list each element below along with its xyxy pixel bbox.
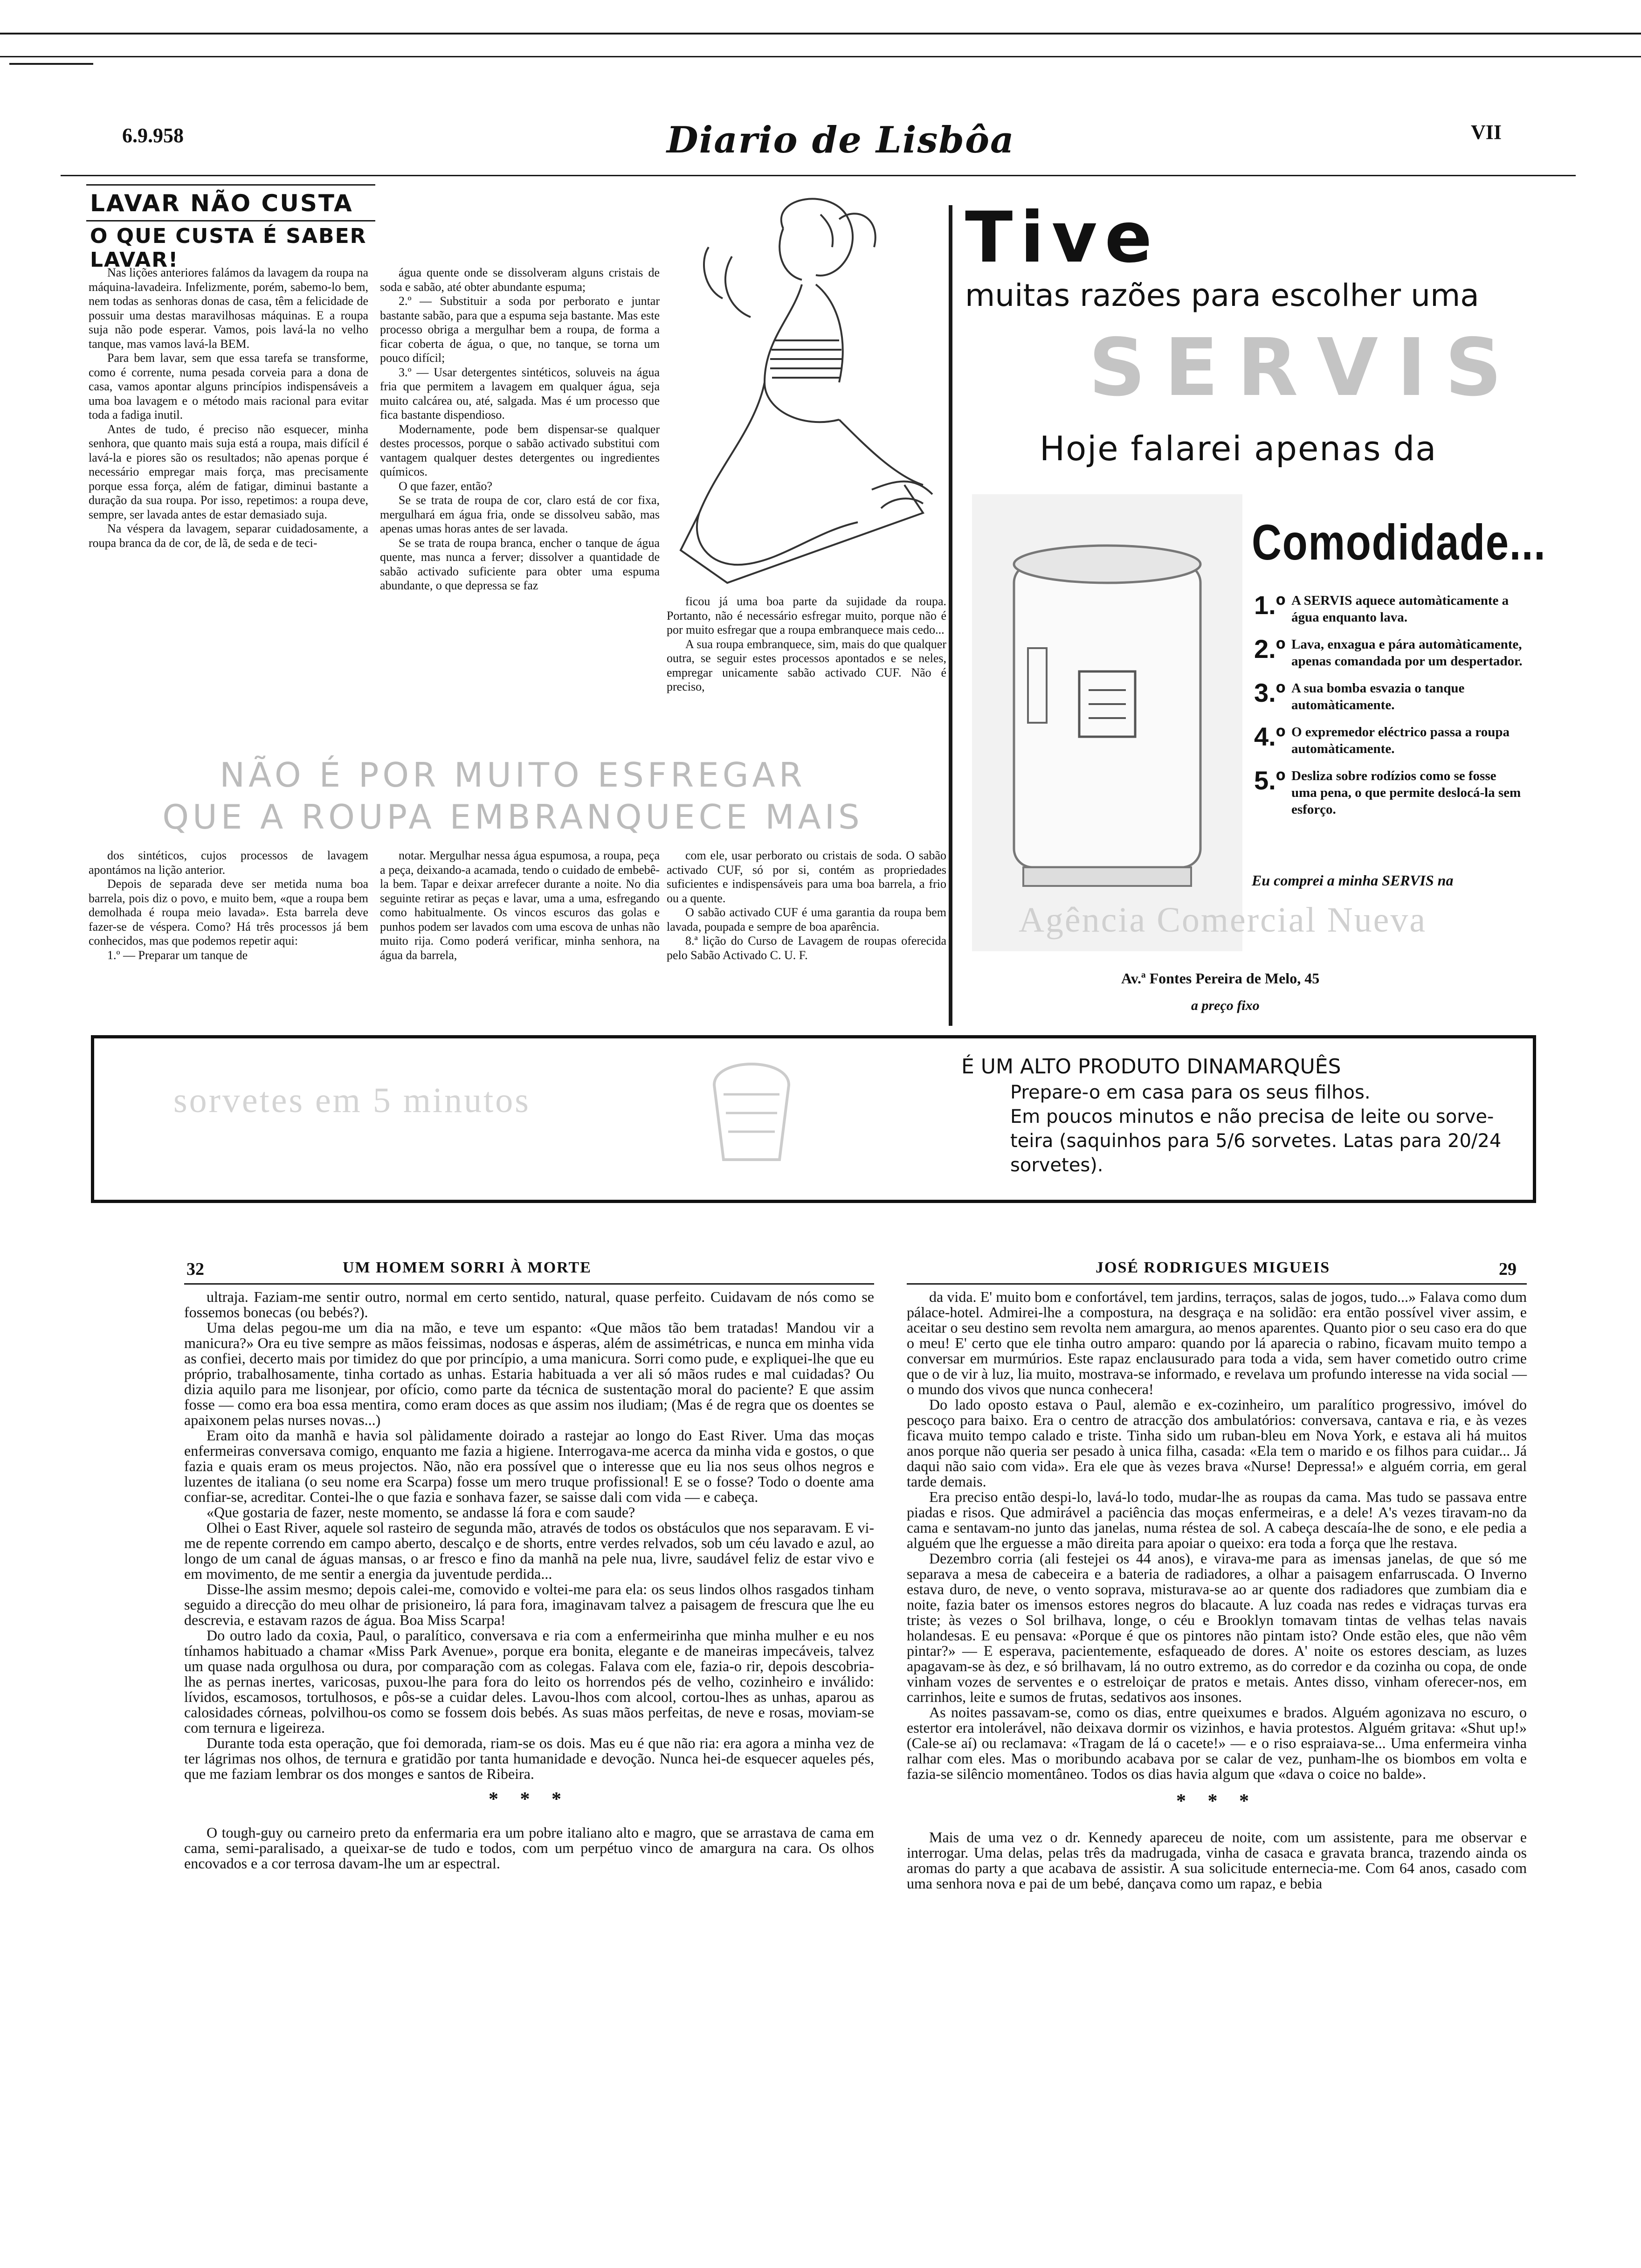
pull-quote <box>89 748 946 846</box>
ice-cream-line: sorvetes). <box>1010 1155 1103 1176</box>
page-number: VII <box>1471 121 1502 144</box>
article-column-5 <box>380 849 660 1026</box>
issue-date: 6.9.958 <box>122 124 184 147</box>
book-paragraph: Eram oito da manhã e havia sol pàlidamente doirado a rastejar ao longo do East River. Uma das moças enfermeiras conversava comigo, enquanto me fazia a higiene. Interrogava-me acerca da minha vida e gostos, o que fazia e quais eram os meus projectos. Não, não era possível que o interesse que eu lia nos seus olhos negros e luzentes de italiana (o seu nome era Scarpa) fosse um mero truque profissional! E se o fosse? Todo o doente ama confiar-se, acreditar. Contei-lhe o que fazia e sonhava fazer, se saisse dali com vida — e cabeça. <box>184 1427 874 1505</box>
book-left-text <box>184 1289 874 1871</box>
servis-point <box>1254 768 1524 818</box>
book-right-text <box>907 1289 1527 1891</box>
servis-line-2: muitas razões para escolher uma <box>965 277 1479 313</box>
article-paragraph: 8.ª lição do Curso de Lavagem de roupas oferecida pelo Sabão Activado C. U. F. <box>667 934 946 962</box>
servis-point-number: 5.º <box>1254 766 1286 795</box>
ice-cream-line: Prepare-o em casa para os seus filhos. <box>1010 1082 1371 1103</box>
article-paragraph: Antes de tudo, é preciso não esquecer, minha senhora, que quanto mais suja está a roupa, mais difícil é lavá-la e piores são os resultados; não apenas porque é necessário empregar mais força, mas precisamente porque essa força, além de fatigar, diminui bastante a duração da sua roupa. Por isso, repetimos: a roupa deve, sempre, ser lavada antes de estar demasiado suja. <box>89 422 368 521</box>
article-paragraph: Se se trata de roupa branca, encher o tanque de água quente, mas nunca a ferver; dissolver a quantidade de sabão activado suficiente para obter uma espuma abundante, o que depressa se faz <box>380 536 660 592</box>
article-column-3 <box>667 595 946 744</box>
ice-cream-line: Em poucos minutos e não precisa de leite ou sorve- <box>1010 1106 1494 1127</box>
article-paragraph: Depois de separada deve ser metida numa boa barrela, pois diz o povo, e muito bem, «que a roupa bem demolhada é roupa meio lavada». Esta barrela deve fazer-se de véspera. Como? Há três processos já bem conhecidos, mas que podemos repetir aqui: <box>89 877 368 947</box>
article-paragraph: com ele, usar perborato ou cristais de soda. O sabão activado CUF, só por si, contém as propriedades suficientes e indispensáveis para uma boa barrela, a frio ou a quente. <box>667 849 946 905</box>
article-paragraph: A sua roupa embranquece, sim, mais do que qualquer outra, se seguir estes processos apontados e se neles, empregar unicamente sabão activado CUF. Não é preciso, <box>667 637 946 693</box>
laundry-woman-illustration <box>662 187 965 592</box>
ice-cream-faded-text: sorvetes em 5 minutos <box>173 1081 531 1120</box>
servis-point <box>1254 680 1524 713</box>
book-paragraph: Dezembro corria (ali festejei os 44 anos), e virava-me para as imensas janelas, de que só me separava a mesa de cabeceira e a bateria de radiadores, a olhar a paisagem enfarruscada. O Inverno estava duro, de neve, o vento soprava, misturava-se ao ar quente dos radiadores que zumbiam dia e noite, fazia bater os imensos estores negros do blacaute. A luz coada nas redes e vidraças turvas era triste; às vezes o Sol brilhava, longe, o céu e Brooklyn tomavam tintas de velhas telas navais holandesas. E eu pensava: «Porque é que os pintores não pintam isto? Onde estão eles, que não vêm pintar?» — E esperava, pacientemente, esfaqueado de dores. A' noite os estores desciam, as luzes apagavam-se às dez, e só brilhavam, lá no outro extremo, as do corredor e da cozinha ou copa, de onde vinham vozes de serventes e o estreloiçar de pratos e metais. Antes disso, vinham oferecer-nos, em carrinhos, leite e sumos de frutas, sedativos aos insones. <box>907 1550 1527 1705</box>
pull-quote-line-1: NÃO É POR MUITO ESFREGAR <box>220 755 806 795</box>
book-paragraph: O tough-guy ou carneiro preto da enfermaria era um pobre italiano alto e magro, que se arrastava de cama em cama, semi-paralisado, a queixar-se de tudo e todos, com um perpétuo vinco de amargura na cara. Os olhos encovados e a cor terrosa davam-lhe um ar espectral. <box>184 1824 874 1872</box>
servis-point-text: A SERVIS aquece automàticamente a água enquanto lava. <box>1291 593 1509 625</box>
article-paragraph: dos sintéticos, cujos processos de lavagem apontámos na lição anterior. <box>89 849 368 877</box>
ice-cream-ad <box>91 1035 1536 1203</box>
article-header <box>86 184 385 272</box>
servis-point-number: 1.º <box>1254 590 1286 620</box>
article-paragraph: Na véspera da lavagem, separar cuidadosamente, a roupa branca da de cor, de lã, de seda e de teci- <box>89 522 368 550</box>
book-paragraph: Mais de uma vez o dr. Kennedy apareceu de noite, com um assistente, para me observar e interrogar. Uma delas, pelas três da madrugada, vinha de casaca e gravata branca, trazendo ainda os aromas do party a que acabava de assistir. A sua solicitude enternecia-me. Com 64 anos, casado com uma senhora nova e pai de um bebé, dançava como um rapaz, e bebia <box>907 1829 1527 1892</box>
book-paragraph: ultraja. Faziam-me sentir outro, normal em certo sentido, natural, quase perfeito. Cuidavam de nós como se fossemos bonecas (ou bebés?). <box>184 1288 874 1321</box>
article-paragraph: O sabão activado CUF é uma garantia da roupa bem lavada, poupada e sempre de boa aparência. <box>667 906 946 933</box>
servis-point-text: A sua bomba esvazia o tanque automàticamente. <box>1291 681 1465 712</box>
servis-point-text: O expremedor eléctrico passa a roupa automàticamente. <box>1291 725 1510 756</box>
ice-cream-line: teira (saquinhos para 5/6 sorvetes. Latas para 20/24 <box>1010 1130 1502 1152</box>
book-left-page-number: 32 <box>186 1259 204 1279</box>
article-paragraph: Para bem lavar, sem que essa tarefa se transforme, como é corrente, numa pesada corveia para a dona de casa, vamos apontar alguns princípios indispensáveis a uma boa lavagem e o método mais racional para evitar toda a fadiga inutil. <box>89 351 368 422</box>
servis-line-3: Hoje falarei apenas da <box>1040 429 1437 468</box>
book-paragraph: Era preciso então despi-lo, lavá-lo todo, mudar-lhe as roupas da cama. Mas tudo se passava entre piadas e risos. Que admirável a paciência das moças enfermeiras, e a dele! A's vezes tiravam-no da cama e sentavam-no junto das janelas, numa réstea de sol. A cabeça descaía-lhe de sono, e ele pedia a alguém que lhe erguesse a mão direita para apoiar o queixo: era toda a força que lhe restava. <box>907 1488 1527 1551</box>
servis-price: a preço fixo <box>1191 998 1260 1013</box>
book-right-running-header: JOSÉ RODRIGUES MIGUEIS <box>1096 1259 1331 1276</box>
book-paragraph: Disse-lhe assim mesmo; depois calei-me, comovido e voltei-me para ela: os seus lindos olhos rasgados tinham seguido a direcção do meu olhar de prisioneiro, lá para fora, imaginavam talvez a paisagem de frescura que lhe eu descrevia, e estavam razos de água. Boa Miss Scarpa! <box>184 1581 874 1628</box>
book-left-running-header: UM HOMEM SORRI À MORTE <box>343 1259 592 1276</box>
article-paragraph: Se se trata de roupa de cor, claro está de cor fixa, mergulhará em água fria, onde se dissolveu sabão, mas apenas umas horas antes de ser lavada. <box>380 493 660 535</box>
masthead: Diario de Lisbôa <box>667 119 1015 161</box>
book-right-page-number: 29 <box>1499 1259 1517 1279</box>
servis-point-number: 3.º <box>1254 678 1286 707</box>
article-paragraph: água quente onde se dissolveram alguns cristais de soda e sabão, até obter abundante espuma; <box>380 266 660 294</box>
book-paragraph: da vida. E' muito bom e confortável, tem jardins, terraços, salas de jogos, tudo...» Falava como dum pálace-hotel. Admirei-lhe a compostura, na desgraça e na solidão: era então possível viver assim, e aceitar o seu destino sem revolta nem amargura, ao menos aparentes. Quanto pior o seu caso era do que o meu! E' certo que ele tinha outro amparo: quando por lá aparecia o rabino, ficavam muito tempo a conversar em murmúrios. Este rapaz enclausurado para toda a vida, sem haver cometido outro crime que o de vir à luz, lia muito, mostrava-se informado, e revelava um profundo interesse na vida social — o mundo dos vivos que nunca conhecera! <box>907 1288 1527 1397</box>
servis-points <box>1254 592 1524 828</box>
article-column-6 <box>667 849 946 1026</box>
article-paragraph: 1.º — Preparar um tanque de <box>107 948 248 962</box>
book-paragraph: «Que gostaria de fazer, neste momento, se andasse lá fora e com saude? <box>207 1504 635 1521</box>
ice-cream-cup-icon <box>700 1048 803 1164</box>
servis-address: Av.ª Fontes Pereira de Melo, 45 <box>1121 970 1320 987</box>
article-column-2 <box>380 266 660 741</box>
ice-cream-lines <box>1010 1080 1501 1177</box>
book-paragraph: Durante toda esta operação, que foi demorada, riam-se os dois. Mas eu é que não ria: era agora a minha vez de ter lágrimas nos olhos, de ternura e gratidão por tanta humanidade e devoção. Nunca hei-de esquecer aqueles pés, que me faziam lembrar os dos monges e santos de Ribeira. <box>184 1735 874 1782</box>
servis-store: Agência Comercial Nueva <box>1019 900 1427 940</box>
book-paragraph: Olhei o East River, aquele sol rasteiro de segunda mão, através de todos os obstáculos que nos separavam. E vi-me de repente correndo em campo aberto, descalço e de shorts, entre verdes relvados, sob um céu lavado e azul, ao longo de um canal de águas mansas, o ar fresco e fino da manhã na pele nua, livre, saudável feliz de estar vivo e em movimento, de me sentir a energia da juventude perdida... <box>184 1519 874 1582</box>
servis-point <box>1254 636 1524 670</box>
article-paragraph: Nas lições anteriores falámos da lavagem da roupa na máquina-lavadeira. Infelizmente, porém, sabemo-lo bem, nem todas as senhoras donas de casa, têm a felicidade de possuir uma destas maravilhosas máquinas. E a roupa suja não pode esperar. Vamos, pois lavá-la no velho tanque, mas vamos lavá-la BEM. <box>89 266 368 351</box>
pull-quote-line-2: QUE A ROUPA EMBRANQUECE MAIS <box>162 797 863 837</box>
article-paragraph: notar. Mergulhar nessa água espumosa, a roupa, peça a peça, deixando-a acamada, tendo o cuidado de embebê-la bem. Tapar e deixar arrefecer durante a noite. No dia seguinte retirar as peças e lavar, uma a uma, esfregando como habitualmente. Os vincos escuros das golas e punhos podem ser lavados com uma escova de unhas não muito rija. Como poderá verificar, minha senhora, na água da barrela, <box>380 849 660 962</box>
washing-machine-illustration <box>972 494 1242 951</box>
servis-point <box>1254 592 1524 626</box>
book-paragraph: Do lado oposto estava o Paul, alemão e ex-cozinheiro, um paralítico progressivo, imóvel do pescoço para baixo. Era o centro de atracção dos ambulatórios: conversava, cantava e ria, e às vezes ficava muito tempo calado e triste. Tinha sido um ruban-bleu em Nova York, e estava ali há muitos anos porque não queria ser pesado à unica filha, casada: «Ela tem o marido e os filhos para cuidar... Já daqui não saio com vida». Era ele que às vezes brava «Nurse! Depressa!» e alguém corria, em geral tarde demais. <box>907 1396 1527 1490</box>
book-paragraph: Do outro lado da coxia, Paul, o paralítico, conversava e ria com a enfermeirinha que minha mulher e eu nos tínhamos habituado a chamar «Miss Park Avenue», porque era bonita, elegante e de maneiras impecáveis, talvez um quase nada orgulhosa ou dura, por comparação com as colegas. Falava com ele, fazia-o rir, depois descobria-lhe as pernas inertes, varicosas, puxou-lhe para fora do leito os horrendos pés de velho, cozinheiro e inválido: lívidos, escamosos, tortulhosos, e pôs-se a cuidar deles. Lavou-lhos com alcool, cortou-lhes as unhas, aparou as calosidades córneas, polvilhou-os como se fossem dois bebés. As suas mãos perfeitas, de neve e rosas, moviam-se com ternura e ligeireza. <box>184 1627 874 1736</box>
article-paragraph: Modernamente, pode bem dispensar-se qualquer destes processos, porque o sabão activado substitui com vantagem qualquer destes detergentes ou ingredientes químicos. <box>380 422 660 478</box>
servis-brand: SERVIS <box>1089 322 1521 414</box>
book-paragraph: Uma delas pegou-me um dia na mão, e teve um espanto: «Que mãos tão bem tratadas! Mandou vir a manicura?» Ora eu tive sempre as mãos feissimas, nodosas e ásperas, além de assimétricas, e nunca em minha vida as confiei, decerto mais por timidez do que por princípio, a uma manicura. Sorri como pude, e expliquei-lhe que eu próprio, trabalhosamente, tinha cortado as unhas. Estaria habituada a ver ali só mãos rudes e mal cuidadas? Ou dizia aquilo para me lisonjear, por ofício, como parte da técnica de sustentação moral do paciente? E que assim fosse — como era boa essa mentira, como eram doces as que assim nos iludiam; (Mas é de regra que os doentes se apaixonem pelas nurses novas...) <box>184 1319 874 1428</box>
article-column-4 <box>89 849 368 1026</box>
article-paragraph: O que fazer, então? <box>399 479 493 493</box>
section-separator: * * * <box>1176 1791 1257 1812</box>
article-paragraph: ficou já uma boa parte da sujidade da roupa. Portanto, não é necessário esfregar muito, porque não é por muito esfregar que a roupa embranquece mais cedo... <box>667 595 946 636</box>
article-title: LAVAR NÃO CUSTA <box>90 190 353 217</box>
servis-ad <box>949 187 1546 1026</box>
servis-headline: Tive <box>965 197 1160 278</box>
servis-point <box>1254 724 1524 757</box>
servis-closing: Eu comprei a minha SERVIS na <box>1252 872 1454 889</box>
servis-point-number: 4.º <box>1254 722 1286 751</box>
servis-point-number: 2.º <box>1254 634 1286 664</box>
servis-point-text: Desliza sobre rodízios como se fosse uma pena, o que permite deslocá-la sem esforço. <box>1291 768 1521 817</box>
article-paragraph: 3.º — Usar detergentes sintéticos, soluveis na água fria que permitem a lavagem em qualquer água, seja muito calcárea ou, até, salgada. Mas é um processo que fica bastante dispendioso. <box>380 365 660 422</box>
article-column-1 <box>89 266 368 741</box>
article-subtitle: O QUE CUSTA É SABER LAVAR! <box>90 224 367 272</box>
servis-point-text: Lava, enxagua e pára automàticamente, apenas comandada por um despertador. <box>1291 637 1523 669</box>
book-paragraph: As noites passavam-se, como os dias, entre queixumes e brados. Alguém agonizava no escuro, o estertor era intolerável, não deixava dormir os vizinhos, e havia protestos. Alguém gritava: «Shut up!» (Cale-se aí) ou reclamava: «Tragam de lá o cacete!» — e o riso espraiava-se... Uma enfermeira vinha ralhar com eles. Mas o moribundo acabava por se calar de vez, punham-lhe os biombos em volta e fazia-se silêncio momentâneo. Todos os dias havia algum que «dava o coice no balde». <box>907 1704 1527 1782</box>
servis-feature: Comodidade... <box>1252 514 1546 570</box>
section-separator: * * * <box>489 1789 570 1810</box>
article-paragraph: 2.º — Substituir a soda por perborato e juntar bastante sabão, para que a espuma seja bastante. Mas este processo obriga a mergulhar bem a roupa, de forma a ficar coberta de água, o que, no tanque, se torna um pouco difícil; <box>380 294 660 365</box>
ice-cream-headline: É UM ALTO PRODUTO DINAMARQUÊS <box>961 1055 1341 1079</box>
